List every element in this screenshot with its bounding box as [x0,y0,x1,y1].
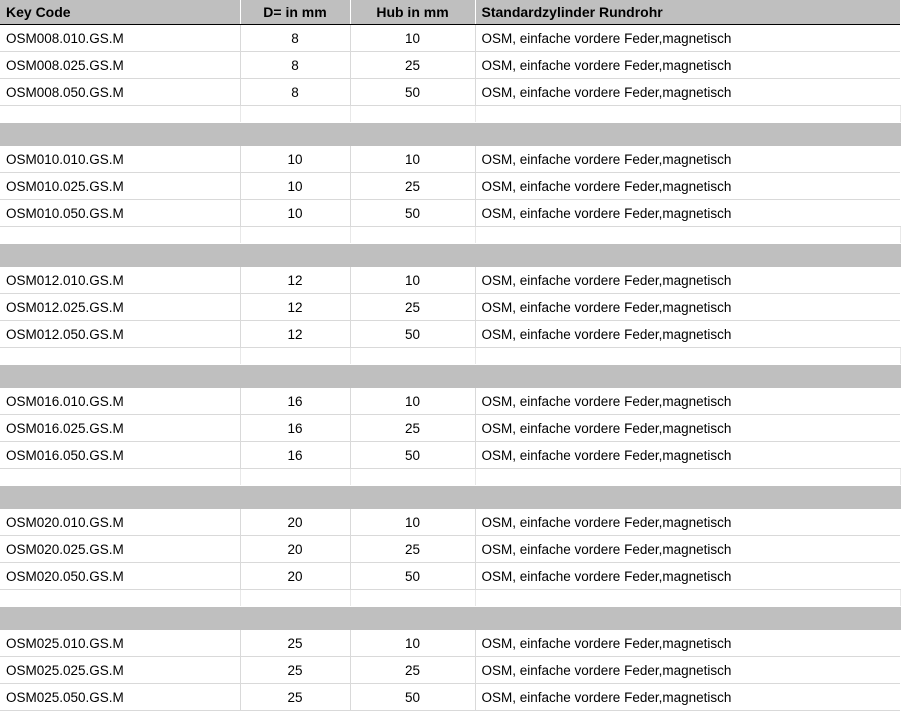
column-header-stroke: Hub in mm [350,0,475,25]
cell-key-code [0,348,240,365]
cell-stroke [350,106,475,123]
cell-stroke: 10 [350,267,475,294]
cell-stroke: 10 [350,630,475,657]
table-group-separator [0,244,900,267]
cell-description: OSM, einfache vordere Feder,magnetisch [475,509,900,536]
table-blank-row [0,590,900,607]
table-row [0,52,900,79]
cell-diameter [240,365,350,388]
cell-description: OSM, einfache vordere Feder,magnetisch [475,25,900,52]
cell-description [475,469,900,486]
cell-description: OSM, einfache vordere Feder,magnetisch [475,563,900,590]
cell-diameter: 10 [240,200,350,227]
table-body [0,25,900,711]
table-row [0,79,900,106]
cell-diameter: 12 [240,321,350,348]
table-row [0,563,900,590]
cell-diameter: 10 [240,173,350,200]
cell-stroke [350,123,475,146]
cell-description: OSM, einfache vordere Feder,magnetisch [475,173,900,200]
table-group-separator [0,123,900,146]
cell-stroke: 10 [350,388,475,415]
cell-description: OSM, einfache vordere Feder,magnetisch [475,321,900,348]
table-blank-row [0,469,900,486]
table-blank-row [0,106,900,123]
cell-stroke [350,607,475,630]
cell-diameter [240,227,350,244]
cell-key-code: OSM016.025.GS.M [0,415,240,442]
cell-diameter: 16 [240,388,350,415]
table-row [0,415,900,442]
cell-description [475,365,900,388]
cell-description [475,590,900,607]
cell-stroke: 10 [350,509,475,536]
cell-key-code: OSM025.010.GS.M [0,630,240,657]
cell-key-code: OSM012.010.GS.M [0,267,240,294]
cell-key-code: OSM016.050.GS.M [0,442,240,469]
cell-key-code: OSM012.025.GS.M [0,294,240,321]
cell-diameter [240,123,350,146]
cell-stroke: 50 [350,200,475,227]
table-blank-row [0,348,900,365]
cell-stroke [350,348,475,365]
cell-stroke: 25 [350,657,475,684]
cell-key-code: OSM008.025.GS.M [0,52,240,79]
cell-diameter: 25 [240,630,350,657]
cell-description: OSM, einfache vordere Feder,magnetisch [475,200,900,227]
cell-key-code: OSM010.025.GS.M [0,173,240,200]
cell-description: OSM, einfache vordere Feder,magnetisch [475,388,900,415]
column-header-description: Standardzylinder Rundrohr [475,0,900,25]
cell-description [475,227,900,244]
cell-stroke: 50 [350,79,475,106]
cell-diameter [240,469,350,486]
cell-key-code [0,244,240,267]
cell-key-code [0,486,240,509]
cell-key-code: OSM025.025.GS.M [0,657,240,684]
table-group-separator [0,365,900,388]
cell-diameter [240,607,350,630]
cell-stroke: 25 [350,294,475,321]
cell-description: OSM, einfache vordere Feder,magnetisch [475,630,900,657]
cell-diameter: 8 [240,25,350,52]
cell-diameter: 12 [240,294,350,321]
cell-description: OSM, einfache vordere Feder,magnetisch [475,657,900,684]
cell-diameter [240,590,350,607]
column-header-diameter: D= in mm [240,0,350,25]
table-row [0,321,900,348]
cell-key-code [0,590,240,607]
cell-stroke [350,469,475,486]
cell-diameter: 8 [240,79,350,106]
cell-key-code [0,607,240,630]
cell-description: OSM, einfache vordere Feder,magnetisch [475,79,900,106]
cell-diameter: 12 [240,267,350,294]
column-header-key-code: Key Code [0,0,240,25]
cell-stroke: 25 [350,536,475,563]
cell-stroke: 50 [350,321,475,348]
table-row [0,25,900,52]
cell-description: OSM, einfache vordere Feder,magnetisch [475,442,900,469]
cell-key-code: OSM020.050.GS.M [0,563,240,590]
table-row [0,536,900,563]
cell-stroke: 25 [350,173,475,200]
table-row [0,200,900,227]
cell-stroke: 10 [350,146,475,173]
cell-key-code: OSM012.050.GS.M [0,321,240,348]
cell-description [475,348,900,365]
cell-stroke: 10 [350,25,475,52]
cell-key-code [0,365,240,388]
cell-key-code: OSM008.010.GS.M [0,25,240,52]
cell-key-code [0,106,240,123]
cell-description: OSM, einfache vordere Feder,magnetisch [475,294,900,321]
cell-diameter: 20 [240,563,350,590]
cell-diameter [240,244,350,267]
cell-stroke [350,486,475,509]
cell-stroke [350,365,475,388]
cell-diameter: 20 [240,509,350,536]
cell-key-code: OSM025.050.GS.M [0,684,240,711]
table-row [0,630,900,657]
cell-key-code [0,469,240,486]
cell-diameter: 8 [240,52,350,79]
cell-diameter: 16 [240,442,350,469]
table-row [0,294,900,321]
cell-key-code: OSM010.050.GS.M [0,200,240,227]
table-row [0,657,900,684]
cell-stroke: 50 [350,442,475,469]
table-row [0,388,900,415]
cell-diameter [240,106,350,123]
cell-description [475,244,900,267]
table-row [0,267,900,294]
cell-description [475,486,900,509]
table-blank-row [0,227,900,244]
cell-description [475,607,900,630]
cell-diameter: 25 [240,684,350,711]
table-row [0,442,900,469]
cell-stroke: 50 [350,684,475,711]
cell-key-code: OSM020.025.GS.M [0,536,240,563]
table-row [0,509,900,536]
cell-stroke [350,590,475,607]
table-row [0,684,900,711]
cell-description: OSM, einfache vordere Feder,magnetisch [475,415,900,442]
cell-key-code: OSM016.010.GS.M [0,388,240,415]
cell-stroke: 50 [350,563,475,590]
cell-diameter: 20 [240,536,350,563]
cell-key-code [0,227,240,244]
cell-description [475,106,900,123]
cell-stroke: 25 [350,415,475,442]
cell-diameter [240,486,350,509]
cell-diameter: 25 [240,657,350,684]
cell-diameter: 10 [240,146,350,173]
cell-description: OSM, einfache vordere Feder,magnetisch [475,684,900,711]
table-header-row [0,0,900,25]
cell-key-code: OSM020.010.GS.M [0,509,240,536]
table-group-separator [0,486,900,509]
cell-description: OSM, einfache vordere Feder,magnetisch [475,146,900,173]
cell-key-code [0,123,240,146]
cell-description: OSM, einfache vordere Feder,magnetisch [475,52,900,79]
cell-diameter [240,348,350,365]
cell-stroke [350,227,475,244]
table-row [0,146,900,173]
cell-description [475,123,900,146]
cell-description: OSM, einfache vordere Feder,magnetisch [475,536,900,563]
cell-stroke: 25 [350,52,475,79]
cell-description: OSM, einfache vordere Feder,magnetisch [475,267,900,294]
table-group-separator [0,607,900,630]
table-row [0,173,900,200]
table-header [0,0,900,25]
cell-diameter: 16 [240,415,350,442]
cell-stroke [350,244,475,267]
cell-key-code: OSM008.050.GS.M [0,79,240,106]
cell-key-code: OSM010.010.GS.M [0,146,240,173]
